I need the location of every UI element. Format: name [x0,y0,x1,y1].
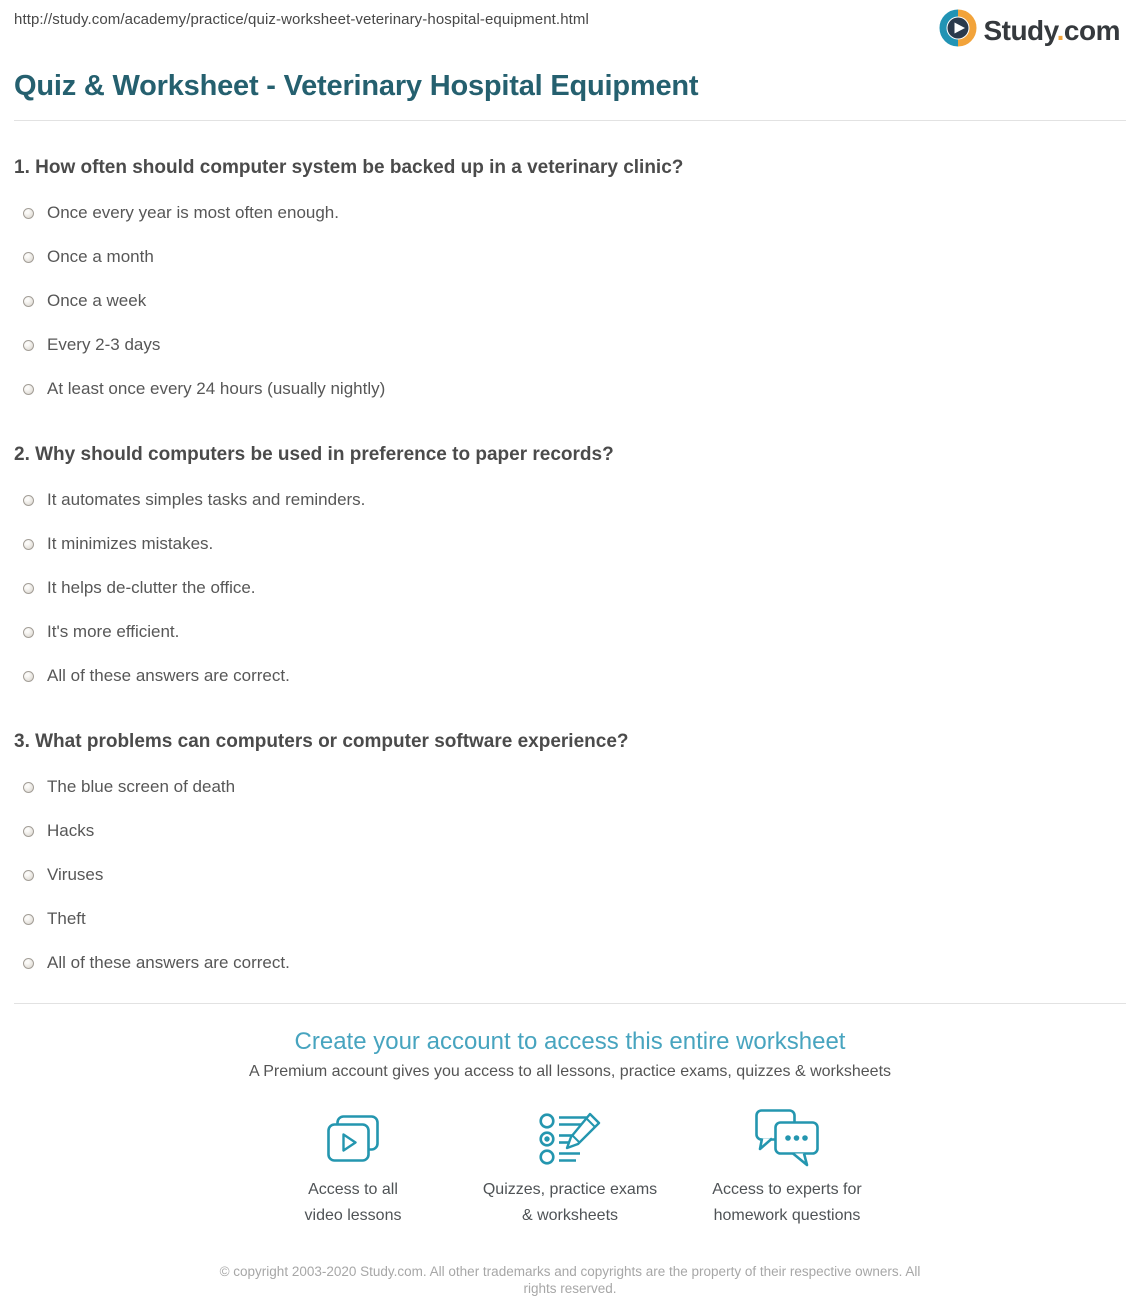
answer-option[interactable] [14,666,1126,686]
radio-button[interactable] [23,208,34,219]
video-lessons-icon [245,1109,462,1169]
radio-button[interactable] [23,340,34,351]
feature-label: Quizzes, practice exams & worksheets [482,1181,658,1224]
option-label[interactable]: All of these answers are correct. [47,953,290,972]
radio-button[interactable] [23,627,34,638]
option-label[interactable]: It helps de-clutter the office. [47,578,256,597]
answer-option[interactable] [14,291,1126,311]
feature-label: Access to experts for homework questions [712,1181,862,1224]
feature-label: Access to all video lessons [304,1181,402,1224]
option-label[interactable]: All of these answers are correct. [47,666,290,685]
radio-button[interactable] [23,583,34,594]
radio-button[interactable] [23,782,34,793]
answer-option[interactable] [14,335,1126,355]
question-1-heading: 1. How often should computer system be backed up in a veterinary clinic? [14,157,684,178]
option-label[interactable]: Once a week [47,291,147,310]
premium-subtitle: A Premium account gives you access to all lessons, practice exams, quizzes & worksheets [248,1063,892,1080]
option-label[interactable]: Hacks [47,821,95,840]
page-url: http://study.com/academy/practice/quiz-worksheet-veterinary-hospital-equipment.html [14,11,589,28]
radio-button[interactable] [23,870,34,881]
option-label[interactable]: Every 2-3 days [47,335,161,354]
feature-quizzes-worksheets [462,1109,679,1229]
radio-button[interactable] [23,252,34,263]
answer-option[interactable] [14,578,1126,598]
answer-option[interactable] [14,865,1126,885]
copyright-notice: © copyright 2003-2020 Study.com. All other trademarks and copyrights are the property of their respective owners. All rights reserved. [219,1264,921,1296]
quiz-worksheet-icon [462,1109,679,1169]
radio-button[interactable] [23,539,34,550]
radio-button[interactable] [23,384,34,395]
question-2-heading: 2. Why should computers be used in preference to paper records? [14,444,614,465]
answer-option[interactable] [14,203,1126,223]
question-3-heading: 3. What problems can computers or computer software experience? [14,731,629,752]
feature-video-lessons [245,1109,462,1229]
answer-option[interactable] [14,247,1126,267]
option-label[interactable]: Theft [47,909,86,928]
radio-button[interactable] [23,495,34,506]
feature-row [14,1109,1126,1229]
studycom-play-icon [939,9,977,52]
radio-button[interactable] [23,958,34,969]
content-divider [14,1003,1126,1004]
answer-option[interactable] [14,777,1126,797]
option-label[interactable]: Once every year is most often enough. [47,203,339,222]
logo-wordmark: Study.com [983,14,1120,46]
option-label[interactable]: It automates simples tasks and reminders. [47,490,366,509]
radio-button[interactable] [23,826,34,837]
option-label[interactable]: At least once every 24 hours (usually nightly) [47,379,386,398]
create-account-link[interactable]: Create your account to access this entire worksheet [294,1028,846,1055]
answer-option[interactable] [14,490,1126,510]
option-label[interactable]: Once a month [47,247,154,266]
option-label[interactable]: It's more efficient. [47,622,180,641]
page-title: Quiz & Worksheet - Veterinary Hospital Equipment [14,70,699,102]
radio-button[interactable] [23,671,34,682]
option-label[interactable]: The blue screen of death [47,777,236,796]
option-label[interactable]: It minimizes mistakes. [47,534,214,553]
radio-button[interactable] [23,914,34,925]
answer-option[interactable] [14,622,1126,642]
answer-option[interactable] [14,821,1126,841]
feature-homework-experts [679,1109,896,1229]
answer-option[interactable] [14,379,1126,399]
option-label[interactable]: Viruses [47,865,104,884]
title-divider [14,120,1126,121]
studycom-logo[interactable] [939,9,1120,52]
answer-option[interactable] [14,909,1126,929]
answer-option[interactable] [14,534,1126,554]
radio-button[interactable] [23,296,34,307]
chat-experts-icon [679,1109,896,1169]
answer-option[interactable] [14,953,1126,973]
